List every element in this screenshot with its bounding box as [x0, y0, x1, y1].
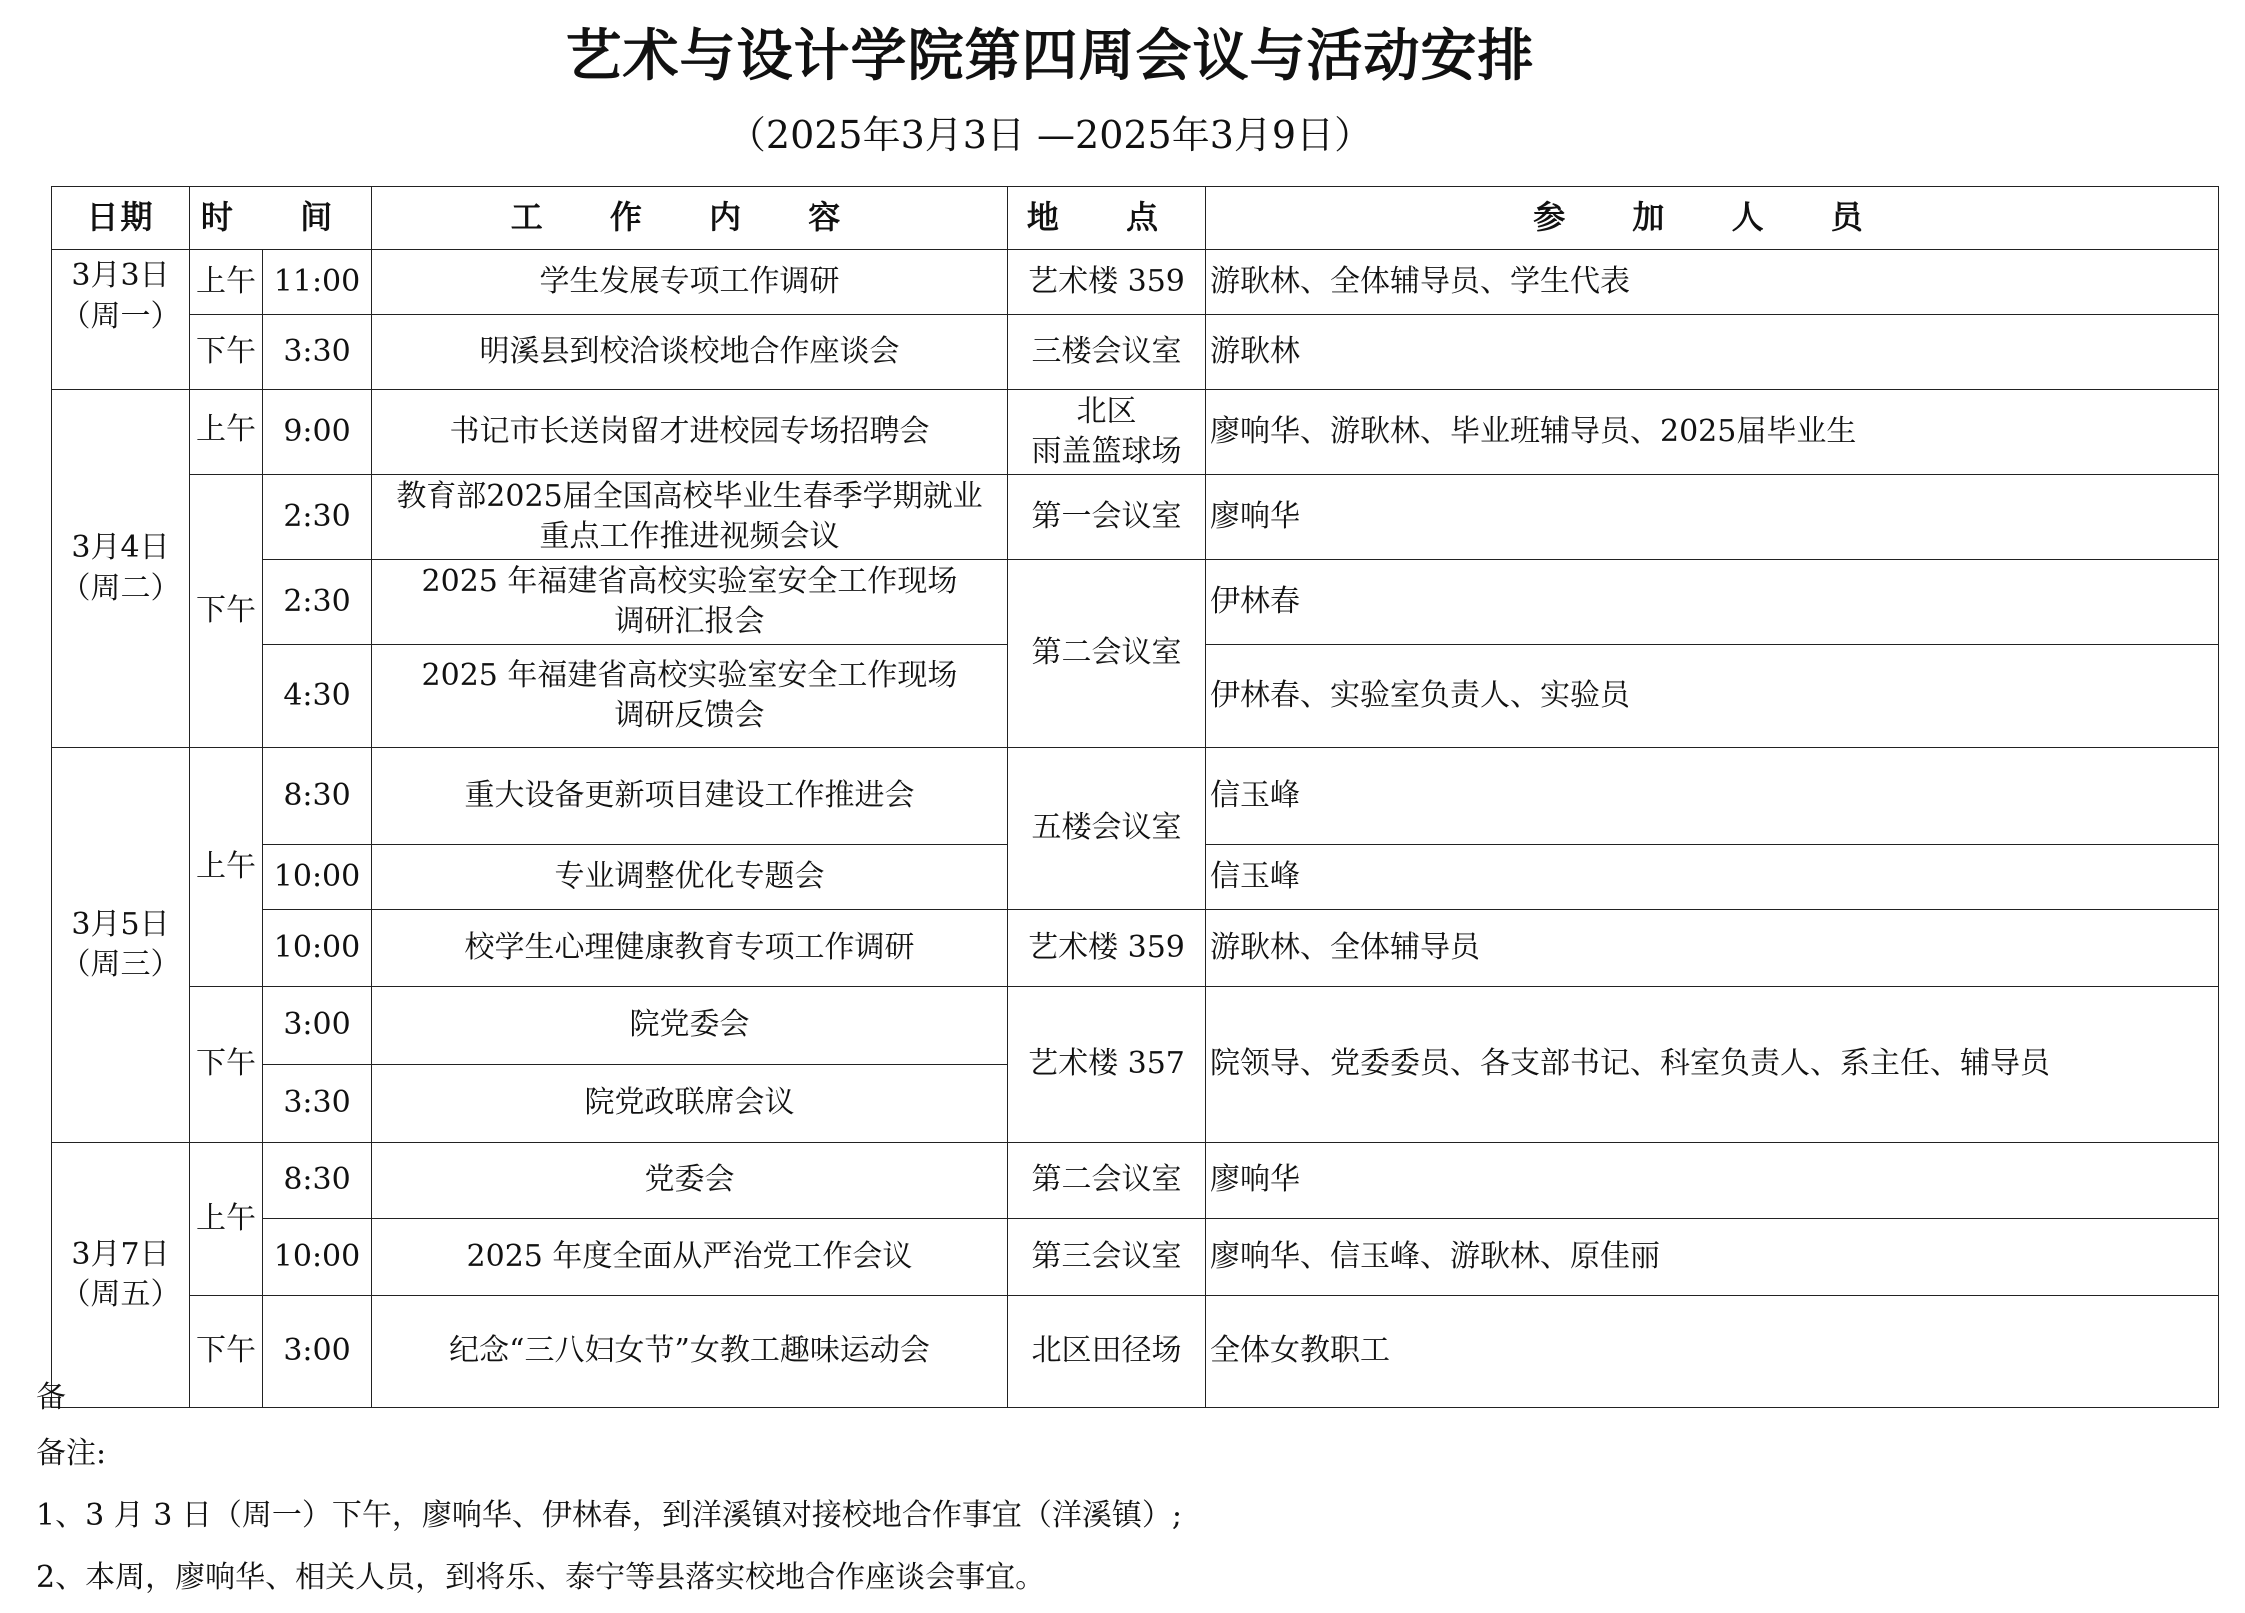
- page-subtitle: （2025年3月3日 —2025年3月9日）: [727, 113, 1373, 157]
- participants-cell: 廖响华、信玉峰、游耿林、原佳丽: [1206, 1219, 2219, 1296]
- time-cell: 2:30: [263, 560, 372, 645]
- participants-cell: 游耿林: [1206, 315, 2219, 390]
- location-cell: 北区田径场: [1008, 1296, 1206, 1408]
- schedule-table: [51, 186, 2219, 1408]
- content-cell: 学生发展专项工作调研: [372, 250, 1008, 315]
- location-cell: 第一会议室: [1008, 475, 1206, 560]
- participants-cell: 廖响华、游耿林、毕业班辅导员、2025届毕业生: [1206, 390, 2219, 475]
- location-cell: 艺术楼 359: [1008, 910, 1206, 987]
- time-cell: 2:30: [263, 475, 372, 560]
- header-content: 工 作 内 容: [372, 187, 1008, 250]
- content-cell: 教育部2025届全国高校毕业生春季学期就业 重点工作推进视频会议: [372, 475, 1008, 560]
- content-cell: 明溪县到校洽谈校地合作座谈会: [372, 315, 1008, 390]
- location-cell: 第三会议室: [1008, 1219, 1206, 1296]
- content-cell: 2025 年福建省高校实验室安全工作现场 调研汇报会: [372, 560, 1008, 645]
- content-cell: 纪念“三八妇女节”女教工趣味运动会: [372, 1296, 1008, 1408]
- participants-cell: 伊林春、实验室负责人、实验员: [1206, 645, 2219, 748]
- period-cell: 下午: [190, 315, 263, 390]
- table-row: [52, 910, 2219, 987]
- header-time: 时 间: [190, 187, 372, 250]
- content-cell: 专业调整优化专题会: [372, 845, 1008, 910]
- content-cell: 校学生心理健康教育专项工作调研: [372, 910, 1008, 987]
- table-row: [52, 1219, 2219, 1296]
- participants-cell: 廖响华: [1206, 1143, 2219, 1219]
- content-cell: 2025 年福建省高校实验室安全工作现场 调研反馈会: [372, 645, 1008, 748]
- date-cell: 3月4日 （周二）: [52, 390, 190, 748]
- notes-stray-char: 备: [36, 1380, 66, 1415]
- table-row: [52, 748, 2219, 845]
- date-cell: 3月7日 （周五）: [52, 1143, 190, 1408]
- time-cell: 8:30: [263, 748, 372, 845]
- date-cell: 3月3日 （周一）: [52, 250, 190, 390]
- location-cell: 艺术楼 359: [1008, 250, 1206, 315]
- participants-cell: 伊林春: [1206, 560, 2219, 645]
- content-cell: 党委会: [372, 1143, 1008, 1219]
- location-cell: 三楼会议室: [1008, 315, 1206, 390]
- table-row: [52, 987, 2219, 1065]
- time-cell: 3:30: [263, 315, 372, 390]
- participants-cell: 信玉峰: [1206, 748, 2219, 845]
- time-cell: 11:00: [263, 250, 372, 315]
- table-row: [52, 1296, 2219, 1408]
- page-title: 艺术与设计学院第四周会议与活动安排: [565, 24, 1535, 89]
- date-cell: 3月5日 （周三）: [52, 748, 190, 1143]
- time-cell: 4:30: [263, 645, 372, 748]
- header-location: 地 点: [1008, 187, 1206, 250]
- content-cell: 院党政联席会议: [372, 1065, 1008, 1143]
- period-cell: 上午: [190, 390, 263, 475]
- time-cell: 8:30: [263, 1143, 372, 1219]
- content-cell: 重大设备更新项目建设工作推进会: [372, 748, 1008, 845]
- participants-cell: 信玉峰: [1206, 845, 2219, 910]
- time-cell: 3:00: [263, 1296, 372, 1408]
- participants-cell: 院领导、党委委员、各支部书记、科室负责人、系主任、辅导员: [1206, 987, 2219, 1143]
- note-item: 1、3 月 3 日（周一）下午，廖响华、伊林春，到洋溪镇对接校地合作事宜（洋溪镇）;: [36, 1498, 1182, 1533]
- table-row: [52, 315, 2219, 390]
- table-row: [52, 250, 2219, 315]
- table-row: [52, 390, 2219, 475]
- time-cell: 10:00: [263, 910, 372, 987]
- table-row: [52, 1143, 2219, 1219]
- period-cell: 下午: [190, 987, 263, 1143]
- period-cell: 上午: [190, 1143, 263, 1296]
- time-cell: 3:00: [263, 987, 372, 1065]
- participants-cell: 全体女教职工: [1206, 1296, 2219, 1408]
- content-cell: 2025 年度全面从严治党工作会议: [372, 1219, 1008, 1296]
- table-header-row: [52, 187, 2219, 250]
- period-cell: 上午: [190, 250, 263, 315]
- period-cell: 下午: [190, 1296, 263, 1408]
- time-cell: 3:30: [263, 1065, 372, 1143]
- location-cell: 五楼会议室: [1008, 748, 1206, 910]
- location-cell: 北区 雨盖篮球场: [1008, 390, 1206, 475]
- content-cell: 院党委会: [372, 987, 1008, 1065]
- location-cell: 第二会议室: [1008, 560, 1206, 748]
- participants-cell: 游耿林、全体辅导员、学生代表: [1206, 250, 2219, 315]
- content-cell: 书记市长送岗留才进校园专场招聘会: [372, 390, 1008, 475]
- table-row: [52, 475, 2219, 560]
- participants-cell: 廖响华: [1206, 475, 2219, 560]
- header-date: 日期: [52, 187, 190, 250]
- table-row: [52, 560, 2219, 645]
- header-participants: 参 加 人 员: [1206, 187, 2219, 250]
- time-cell: 10:00: [263, 1219, 372, 1296]
- time-cell: 10:00: [263, 845, 372, 910]
- notes-label: 备注:: [36, 1436, 107, 1471]
- participants-cell: 游耿林、全体辅导员: [1206, 910, 2219, 987]
- location-cell: 第二会议室: [1008, 1143, 1206, 1219]
- note-item: 2、本周，廖响华、相关人员，到将乐、泰宁等县落实校地合作座谈会事宜。: [36, 1560, 1046, 1595]
- period-cell: 下午: [190, 475, 263, 748]
- location-cell: 艺术楼 357: [1008, 987, 1206, 1143]
- time-cell: 9:00: [263, 390, 372, 475]
- period-cell: 上午: [190, 748, 263, 987]
